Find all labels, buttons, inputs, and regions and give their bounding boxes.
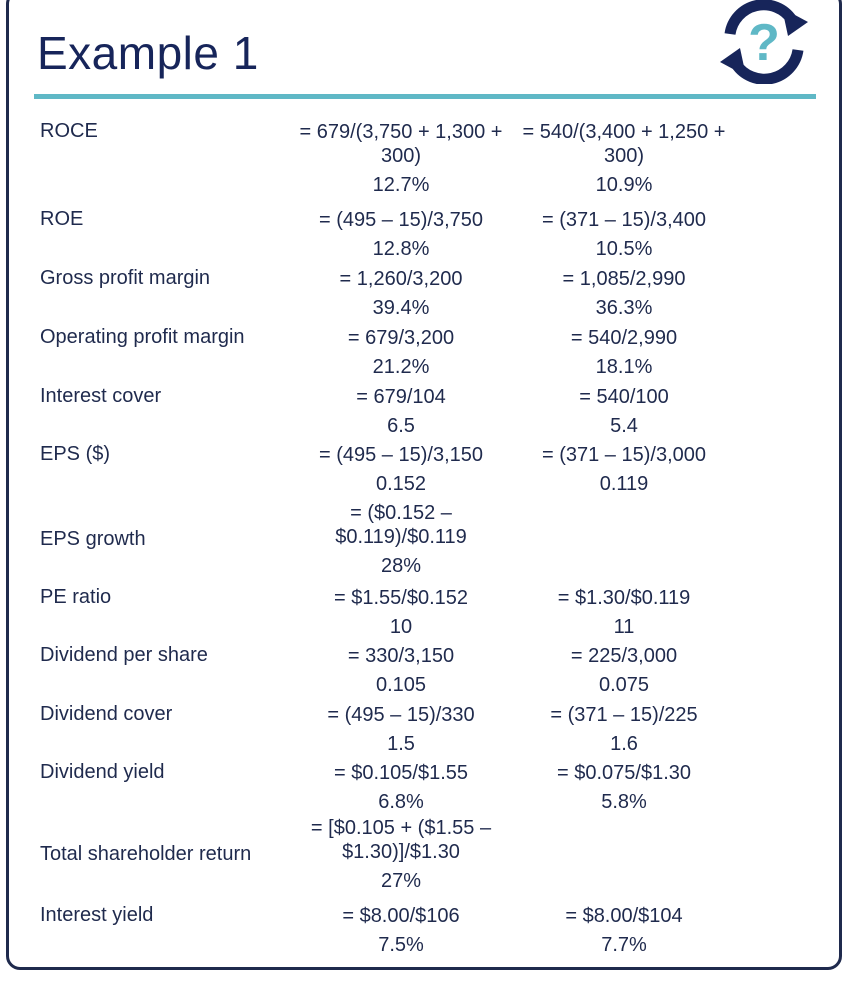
result-value: 6.8% [378, 791, 424, 813]
result-value: 39.4% [372, 297, 430, 319]
row-label: Interest yield [40, 904, 154, 926]
row-label: ROE [40, 208, 84, 230]
formula-text: = 679/104 [356, 386, 446, 408]
result-value: 36.3% [595, 297, 653, 319]
current-year-cell [306, 501, 496, 578]
formula-text: = 225/3,000 [570, 645, 678, 667]
result-value: 18.1% [595, 356, 653, 378]
result-value: 6.5 [387, 415, 415, 437]
result-value: 10.5% [595, 238, 653, 260]
result-value: 12.7% [372, 174, 430, 196]
row-label: Dividend per share [40, 644, 208, 666]
ratio-table [0, 120, 866, 962]
formula-text: = 540/(3,400 + 1,250 + 300) [522, 121, 726, 167]
prior-year-cell [519, 120, 729, 197]
row-label: PE ratio [40, 586, 112, 608]
current-year-cell [294, 816, 508, 893]
prior-year-cell [519, 208, 729, 261]
result-value: 0.105 [375, 674, 427, 696]
result-value: 28% [380, 555, 422, 577]
result-value: 5.8% [601, 791, 647, 813]
table-row [0, 703, 866, 761]
result-value: 0.075 [598, 674, 650, 696]
row-label: Dividend cover [40, 703, 173, 725]
formula-text: = (495 – 15)/3,750 [318, 209, 483, 231]
table-row [0, 904, 866, 962]
row-label: Dividend yield [40, 761, 165, 783]
formula-text: = 540/2,990 [570, 327, 678, 349]
current-year-cell [296, 703, 506, 756]
current-year-cell [296, 443, 506, 496]
row-label: Gross profit margin [40, 267, 211, 289]
table-row [0, 267, 866, 326]
prior-year-cell [519, 385, 729, 438]
formula-text: = 540/100 [579, 386, 669, 408]
result-value: 1.6 [610, 733, 638, 755]
table-row [0, 586, 866, 644]
row-label: Total shareholder return [40, 843, 252, 865]
current-year-cell [296, 267, 506, 320]
formula-text: = $8.00/$104 [565, 905, 683, 927]
prior-year-cell [519, 904, 729, 957]
page-title: Example 1 [37, 27, 259, 79]
table-row [0, 208, 866, 267]
prior-year-cell [519, 761, 729, 814]
prior-year-cell [519, 644, 729, 697]
current-year-cell [296, 586, 506, 639]
table-row [0, 120, 866, 208]
result-value: 12.8% [372, 238, 430, 260]
result-value: 0.119 [599, 473, 649, 495]
table-row [0, 501, 866, 586]
table-row [0, 326, 866, 385]
formula-text: = 1,085/2,990 [562, 268, 686, 290]
result-value: 1.5 [387, 733, 415, 755]
formula-text: = (371 – 15)/3,000 [541, 444, 706, 466]
current-year-cell [296, 644, 506, 697]
current-year-cell [296, 904, 506, 957]
prior-year-cell [519, 703, 729, 756]
formula-text: = ($0.152 – $0.119)/$0.119 [335, 502, 467, 548]
table-row [0, 761, 866, 816]
result-value: 5.4 [610, 415, 638, 437]
prior-year-cell [519, 267, 729, 320]
result-value: 11 [613, 616, 635, 638]
formula-text: = (495 – 15)/330 [327, 704, 475, 726]
current-year-cell [296, 326, 506, 379]
current-year-cell [296, 385, 506, 438]
table-row [0, 443, 866, 501]
table-row [0, 644, 866, 703]
table-row [0, 816, 866, 904]
formula-text: = (371 – 15)/3,400 [541, 209, 706, 231]
row-label: ROCE [40, 120, 98, 142]
formula-text: = 679/(3,750 + 1,300 + 300) [299, 121, 503, 167]
result-value: 7.5% [378, 934, 424, 956]
formula-text: = $0.075/$1.30 [556, 762, 691, 784]
svg-text:?: ? [748, 14, 780, 72]
formula-text: = $8.00/$106 [342, 905, 460, 927]
result-value: 0.152 [375, 473, 427, 495]
current-year-cell [296, 208, 506, 261]
result-value: 10.9% [595, 174, 653, 196]
formula-text: = [$0.105 + ($1.55 – $1.30)]/$1.30 [310, 817, 492, 863]
formula-text: = 330/3,150 [347, 645, 455, 667]
result-value: 27% [380, 870, 422, 892]
table-row [0, 385, 866, 443]
current-year-cell [296, 761, 506, 814]
formula-text: = $0.105/$1.55 [333, 762, 468, 784]
title-divider [34, 94, 816, 99]
refresh-question-icon [716, 0, 812, 84]
current-year-cell [296, 120, 506, 197]
formula-text: = 679/3,200 [347, 327, 455, 349]
prior-year-cell [519, 443, 729, 496]
result-value: 21.2% [372, 356, 430, 378]
formula-text: = (371 – 15)/225 [550, 704, 698, 726]
formula-text: = 1,260/3,200 [339, 268, 463, 290]
row-label: Operating profit margin [40, 326, 245, 348]
row-label: EPS ($) [40, 443, 111, 465]
result-value: 7.7% [601, 934, 647, 956]
result-value: 10 [389, 616, 413, 638]
formula-text: = $1.30/$0.119 [557, 587, 691, 609]
formula-text: = $1.55/$0.152 [333, 587, 468, 609]
row-label: Interest cover [40, 385, 162, 407]
formula-text: = (495 – 15)/3,150 [318, 444, 483, 466]
prior-year-cell [519, 326, 729, 379]
row-label: EPS growth [40, 528, 146, 550]
prior-year-cell [519, 586, 729, 639]
